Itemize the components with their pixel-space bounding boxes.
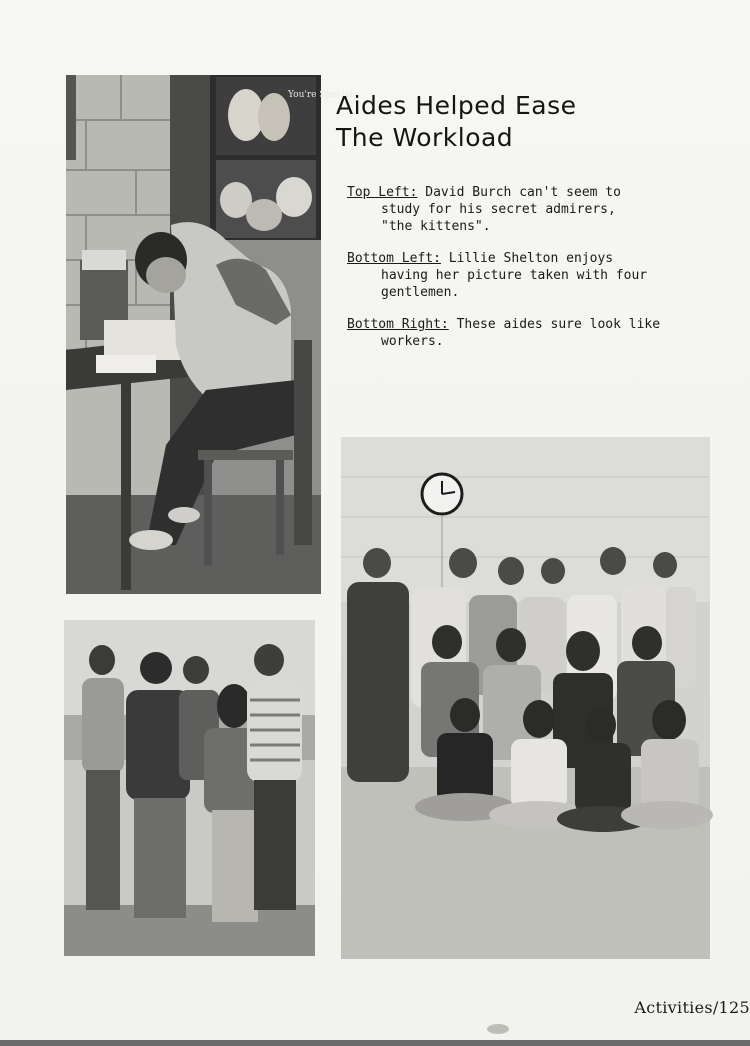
- caption-text: Lillie Shelton enjoys: [440, 251, 614, 266]
- page-headline: [336, 90, 716, 154]
- photo-student-studying: [66, 75, 353, 594]
- caption-continuation: workers.: [381, 334, 444, 349]
- caption-text: David Burch can't seem to: [417, 185, 621, 200]
- caption-bottom-left: [347, 250, 717, 301]
- poster-text: You're Special: [288, 90, 353, 100]
- caption-bottom-right: [347, 316, 717, 350]
- photo-captions: [347, 184, 717, 365]
- page-bottom-edge: [0, 1040, 750, 1046]
- headline-line-1: Aides Helped Ease: [336, 91, 577, 120]
- caption-top-left: [347, 184, 717, 235]
- caption-continuation: gentlemen.: [381, 285, 460, 300]
- caption-continuation: "the kittens".: [381, 219, 491, 234]
- caption-label: Bottom Right:: [347, 317, 449, 332]
- photo-group-of-aides: [341, 437, 710, 959]
- caption-label: Top Left:: [347, 185, 418, 200]
- photo-five-students: [64, 620, 315, 956]
- paper-smudge: [487, 1024, 509, 1034]
- caption-continuation: having her picture taken with four: [381, 268, 648, 283]
- caption-label: Bottom Left:: [347, 251, 441, 266]
- headline-line-2: The Workload: [336, 123, 514, 152]
- caption-continuation: study for his secret admirers,: [381, 202, 616, 217]
- page-folio: Activities/125: [634, 998, 750, 1017]
- caption-text: These aides sure look like: [448, 317, 661, 332]
